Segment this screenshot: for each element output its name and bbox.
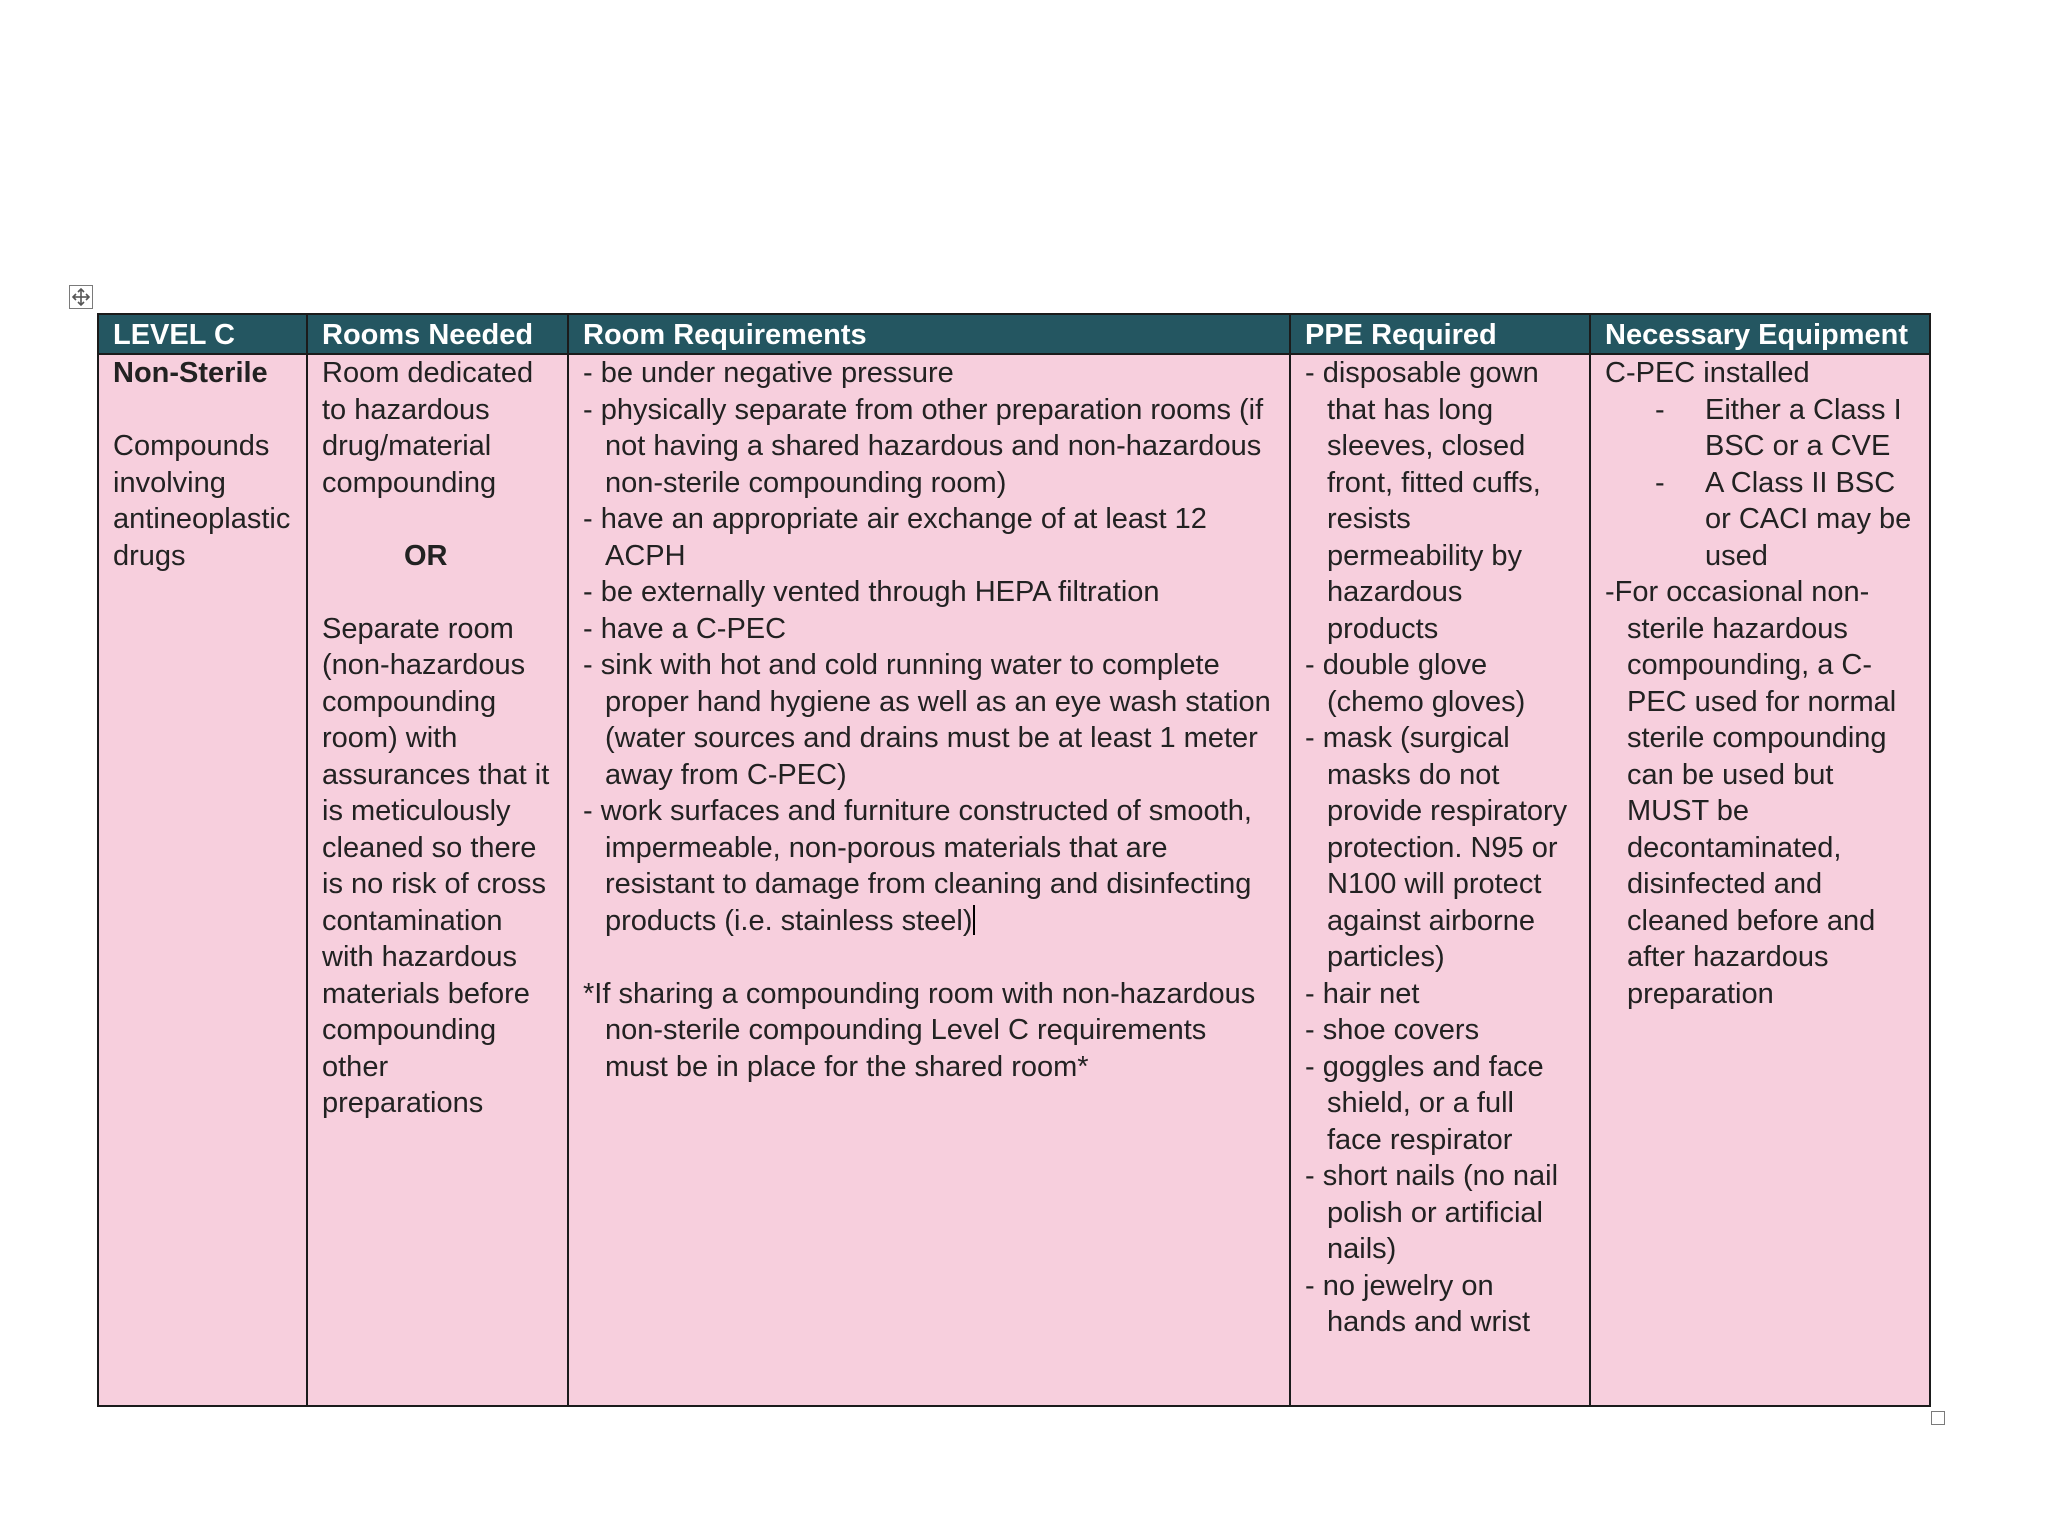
equipment-intro: C-PEC installed (1605, 357, 1810, 389)
equipment-option (1605, 392, 1915, 465)
ppe-item: - double glove (chemo gloves) (1305, 649, 1526, 718)
equipment-option (1605, 465, 1915, 575)
rooms-cell[interactable] (307, 354, 568, 1406)
level-title: Non-Sterile (113, 357, 268, 389)
ppe-cell[interactable] (1290, 354, 1590, 1406)
header-room-requirements: Room Requirements (568, 314, 1290, 354)
rooms-or-label: OR (404, 539, 448, 572)
ppe-item: - short nails (no nail polish or artificial nails) (1305, 1160, 1559, 1265)
requirement-item-last (583, 793, 1275, 939)
header-necessary-equipment: Necessary Equipment (1590, 314, 1930, 354)
requirement-item: - have a C-PEC (583, 612, 787, 645)
requirements-cell[interactable] (568, 354, 1290, 1406)
requirement-item: - physically separate from other preparation rooms (if not having a shared hazardous and non-hazardous non-sterile compounding room) (583, 393, 1264, 499)
table-move-icon[interactable] (69, 285, 93, 309)
header-ppe-required: PPE Required (1290, 314, 1590, 354)
text-cursor (973, 905, 975, 935)
table-resize-icon[interactable] (1931, 1411, 1945, 1425)
ppe-item: - hair net (1305, 977, 1420, 1010)
equipment-option-text: A Class II BSC or CACI may be used (1705, 466, 1912, 572)
equipment-cell[interactable] (1590, 354, 1930, 1406)
requirement-item: - be externally vented through HEPA filtration (583, 576, 1160, 608)
list-dash: - (1655, 393, 1665, 426)
ppe-item: - shoe covers (1305, 1014, 1480, 1046)
level-c-table (97, 313, 1931, 1407)
header-level: LEVEL C (98, 314, 307, 354)
ppe-item: - mask (surgical masks do not provide respiratory protection. N95 or N100 will protect against airborne particles) (1305, 722, 1568, 973)
requirement-item: - have an appropriate air exchange of at least 12 ACPH (583, 503, 1207, 572)
list-dash: - (1655, 466, 1665, 499)
requirements-note: *If sharing a compounding room with non-hazardous non-sterile compounding Level C requirements must be in place for the shared room* (583, 977, 1256, 1083)
rooms-option-separate: Separate room (non-hazardous compounding room) with assurances that it is meticulously cleaned so there is no risk of cross contamination with hazardous materials before compounding other preparations (322, 612, 550, 1119)
table-row (98, 354, 1930, 1406)
requirement-item: - sink with hot and cold running water to complete proper hand hygiene as well as an eye wash station (water sources and drains must be at least 1 meter away from C-PEC) (583, 649, 1271, 791)
ppe-item: - goggles and face shield, or a full face respirator (1305, 1050, 1544, 1156)
level-description: Compounds involving antineoplastic drugs (113, 430, 291, 572)
requirement-item: - be under negative pressure (583, 357, 954, 389)
level-cell[interactable] (98, 354, 307, 1406)
ppe-item: - no jewelry on hands and wrist (1305, 1269, 1531, 1338)
equipment-note: -For occasional non-sterile hazardous compounding, a C-PEC used for normal sterile compounding can be used but MUST be decontaminated, disinfected and cleaned before and after hazardous preparation (1605, 576, 1897, 1010)
ppe-item: - disposable gown that has long sleeves, closed front, fitted cuffs, resists permeability by hazardous products (1305, 357, 1541, 645)
header-rooms-needed: Rooms Needed (307, 314, 568, 354)
rooms-option-dedicated: Room dedicated to hazardous drug/material compounding (322, 357, 534, 499)
requirement-item-text: - work surfaces and furniture constructed of smooth, impermeable, non-porous materials that are resistant to damage from cleaning and disinfecting products (i.e. stainless steel) (583, 795, 1252, 937)
equipment-option-text: Either a Class I BSC or a CVE (1705, 393, 1902, 462)
table-header-row (98, 314, 1930, 354)
